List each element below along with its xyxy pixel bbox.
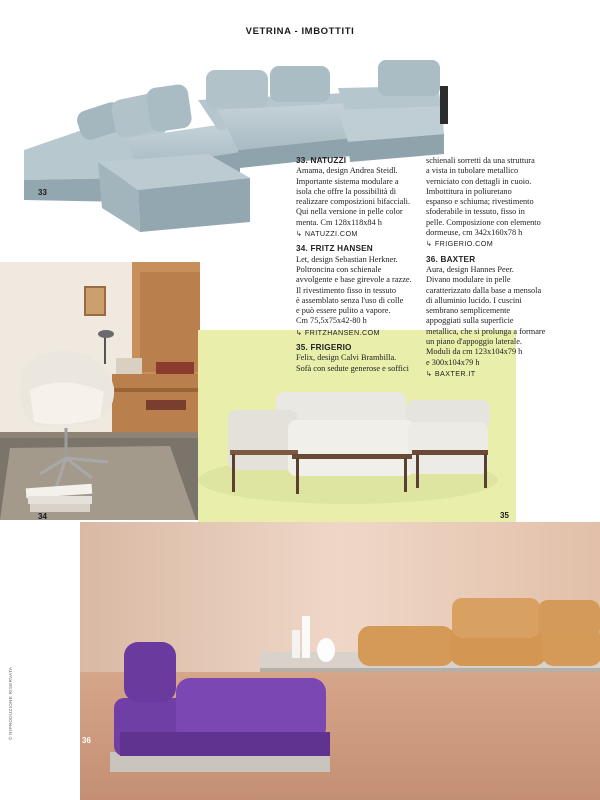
- url-text: BAXTER.IT: [434, 368, 476, 378]
- entry-frigerio-continued: [426, 156, 590, 250]
- entry-line: è assemblato senza l'uso di colle: [296, 295, 404, 305]
- entry-line: schienali sorretti da una struttura: [426, 156, 535, 165]
- entry-line: Poltroncina con schienale: [296, 264, 382, 274]
- entry-line: di alluminio lucido. I cuscini: [426, 295, 522, 305]
- photo-number-33: 33: [38, 188, 47, 197]
- url-text: NATUZZI.COM: [304, 229, 358, 239]
- entry-line: Moduli da cm 123x104x79 h: [426, 347, 523, 357]
- text-column-right: [426, 156, 590, 379]
- entry-line: Imbottitura in poliuretano: [426, 186, 512, 196]
- entry-line: un piano d'appoggio laterale.: [426, 337, 522, 347]
- arrow-icon: ↳: [296, 229, 303, 239]
- entry-heading: 35. FRIGERIO: [296, 343, 352, 353]
- url-text: FRIGERIO.COM: [434, 239, 494, 249]
- entry-heading: 34. FRITZ HANSEN: [296, 244, 373, 254]
- entry-line: sembrano semplicemente: [426, 306, 511, 316]
- entry-line: realizzare composizioni bifacciali.: [296, 197, 411, 207]
- entry-line: appoggiati sulla superficie: [426, 316, 514, 326]
- entry-baxter: [426, 255, 590, 380]
- section-title: VETRINA - IMBOTTITI: [245, 26, 355, 37]
- arrow-icon: ↳: [426, 239, 433, 249]
- entry-line: e 300x104x79 h: [426, 357, 480, 367]
- text-column-left: [296, 156, 446, 374]
- photo-number-35: 35: [500, 511, 509, 520]
- entry-line: menta. Cm 128x118x84 h: [296, 217, 382, 227]
- entry-line: avvolgente e base girevole a razze.: [296, 275, 412, 285]
- entry-line: isola che offre la possibilità di: [296, 186, 397, 196]
- arrow-icon: ↳: [426, 368, 433, 378]
- entry-line: a vista in tubolare metallico: [426, 166, 519, 176]
- entry-heading: 36. BAXTER: [426, 254, 476, 264]
- entry-line: Sofà con sedute generose e soffici: [296, 363, 409, 373]
- website-link-fritzhansen[interactable]: [296, 328, 446, 338]
- entry-heading: 33. NATUZZI: [296, 156, 347, 165]
- website-link-baxter[interactable]: [426, 369, 590, 379]
- entry-line: verniciato con dettagli in cuoio.: [426, 176, 532, 186]
- photo-number-36: 36: [82, 736, 91, 745]
- entry-line: sfoderabile in tessuto, fisso in: [426, 207, 525, 217]
- photo-fritzhansen-chair: [0, 262, 200, 520]
- entry-natuzzi: [296, 156, 446, 239]
- photo-number-34: 34: [38, 512, 47, 521]
- entry-line: espanso e schiuma; rivestimento: [426, 197, 534, 207]
- entry-line: Divano modulare in pelle: [426, 275, 511, 285]
- entry-line: Qui nella versione in pelle color: [296, 207, 403, 217]
- entry-line: Cm 75,5x75x42-80 h: [296, 316, 367, 326]
- entry-frigerio: [296, 343, 446, 374]
- entry-line: dormeuse, cm 342x160x78 h: [426, 228, 523, 238]
- url-text: FRITZHANSEN.COM: [304, 327, 380, 337]
- entry-line: Amama, design Andrea Steidl.: [296, 166, 398, 176]
- entry-line: metallica, che si prolunga a formare: [426, 326, 546, 336]
- entry-line: pelle. Composizione con elemento: [426, 217, 541, 227]
- arrow-icon: ↳: [296, 327, 303, 337]
- copyright-credit: © RIPRODUZIONE RISERVATA: [8, 666, 13, 740]
- entry-line: Aura, design Hannes Peer.: [426, 264, 514, 274]
- website-link-frigerio[interactable]: [426, 239, 590, 249]
- entry-line: e può essere pulito a vapore.: [296, 306, 391, 316]
- entry-line: Il rivestimento fisso in tessuto: [296, 285, 397, 295]
- entry-line: Let, design Sebastian Herkner.: [296, 254, 398, 264]
- entry-fritzhansen: [296, 244, 446, 338]
- entry-line: Importante sistema modulare a: [296, 176, 399, 186]
- website-link-natuzzi[interactable]: [296, 229, 446, 239]
- entry-line: Felix, design Calvi Brambilla.: [296, 353, 397, 363]
- photo-baxter-sofa: [80, 522, 600, 800]
- entry-line: caratterizzato dalla base a mensola: [426, 285, 542, 295]
